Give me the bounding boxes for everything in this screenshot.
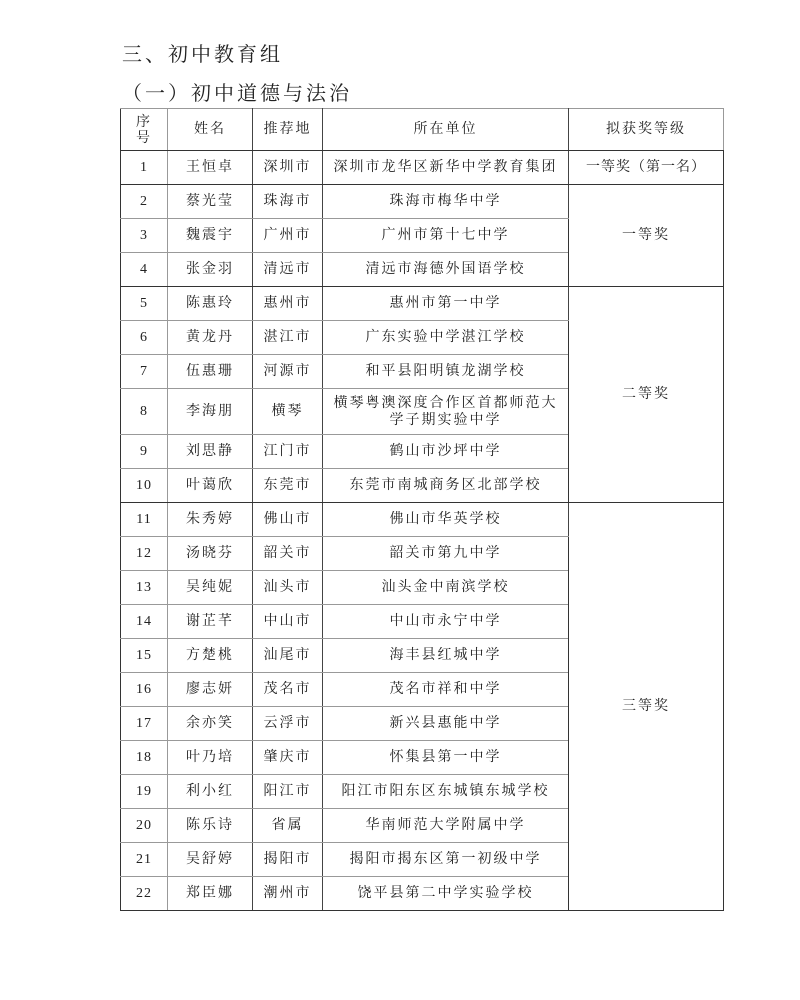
cell-region: 清远市 [253, 253, 323, 287]
cell-seq: 9 [121, 435, 168, 469]
cell-seq: 14 [121, 605, 168, 639]
cell-region: 湛江市 [253, 321, 323, 355]
cell-name: 伍惠珊 [168, 355, 253, 389]
cell-region: 广州市 [253, 219, 323, 253]
cell-award-group-second: 二等奖 [569, 287, 724, 503]
cell-seq: 12 [121, 537, 168, 571]
cell-unit: 海丰县红城中学 [323, 639, 569, 673]
cell-region: 中山市 [253, 605, 323, 639]
cell-unit: 和平县阳明镇龙湖学校 [323, 355, 569, 389]
cell-seq: 5 [121, 287, 168, 321]
cell-unit: 广州市第十七中学 [323, 219, 569, 253]
cell-seq: 7 [121, 355, 168, 389]
cell-name: 刘思静 [168, 435, 253, 469]
cell-seq: 2 [121, 185, 168, 219]
award-table [120, 108, 724, 911]
cell-unit: 佛山市华英学校 [323, 503, 569, 537]
cell-award-group-first: 一等奖 [569, 185, 724, 287]
cell-region: 云浮市 [253, 707, 323, 741]
cell-region: 珠海市 [253, 185, 323, 219]
cell-name: 陈乐诗 [168, 809, 253, 843]
cell-name: 方楚桃 [168, 639, 253, 673]
cell-unit: 怀集县第一中学 [323, 741, 569, 775]
cell-name: 吴纯妮 [168, 571, 253, 605]
cell-seq: 15 [121, 639, 168, 673]
cell-seq: 17 [121, 707, 168, 741]
cell-seq: 3 [121, 219, 168, 253]
cell-name: 黄龙丹 [168, 321, 253, 355]
cell-region: 江门市 [253, 435, 323, 469]
cell-name: 利小红 [168, 775, 253, 809]
cell-seq: 18 [121, 741, 168, 775]
cell-award-group-third: 三等奖 [569, 503, 724, 911]
cell-name: 廖志妍 [168, 673, 253, 707]
table-row [121, 151, 724, 185]
cell-unit: 汕头金中南滨学校 [323, 571, 569, 605]
cell-unit: 深圳市龙华区新华中学教育集团 [323, 151, 569, 185]
cell-seq: 11 [121, 503, 168, 537]
cell-unit: 韶关市第九中学 [323, 537, 569, 571]
table-header-row [121, 109, 724, 151]
cell-seq: 6 [121, 321, 168, 355]
cell-award: 一等奖（第一名） [569, 151, 724, 185]
cell-region: 肇庆市 [253, 741, 323, 775]
cell-seq: 20 [121, 809, 168, 843]
cell-unit: 揭阳市揭东区第一初级中学 [323, 843, 569, 877]
cell-seq: 8 [121, 389, 168, 435]
cell-unit: 广东实验中学湛江学校 [323, 321, 569, 355]
header-award: 拟获奖等级 [569, 109, 724, 151]
header-region: 推荐地 [253, 109, 323, 151]
cell-seq: 1 [121, 151, 168, 185]
cell-name: 蔡光莹 [168, 185, 253, 219]
cell-name: 王恒卓 [168, 151, 253, 185]
cell-name: 叶乃培 [168, 741, 253, 775]
cell-unit: 横琴粤澳深度合作区首都师范大学子期实验中学 [323, 389, 569, 435]
cell-unit: 东莞市南城商务区北部学校 [323, 469, 569, 503]
cell-region: 汕头市 [253, 571, 323, 605]
cell-region: 揭阳市 [253, 843, 323, 877]
cell-name: 吴舒婷 [168, 843, 253, 877]
cell-seq: 19 [121, 775, 168, 809]
cell-region: 茂名市 [253, 673, 323, 707]
header-name: 姓名 [168, 109, 253, 151]
cell-name: 魏震宇 [168, 219, 253, 253]
cell-region: 河源市 [253, 355, 323, 389]
cell-unit: 中山市永宁中学 [323, 605, 569, 639]
cell-seq: 13 [121, 571, 168, 605]
cell-unit: 清远市海德外国语学校 [323, 253, 569, 287]
cell-name: 陈惠玲 [168, 287, 253, 321]
cell-name: 谢芷芊 [168, 605, 253, 639]
cell-region: 省属 [253, 809, 323, 843]
cell-name: 余亦笑 [168, 707, 253, 741]
subsection-title: （一）初中道德与法治 [122, 81, 352, 105]
cell-seq: 21 [121, 843, 168, 877]
cell-region: 韶关市 [253, 537, 323, 571]
cell-region: 佛山市 [253, 503, 323, 537]
cell-unit: 珠海市梅华中学 [323, 185, 569, 219]
cell-region: 汕尾市 [253, 639, 323, 673]
cell-seq: 16 [121, 673, 168, 707]
cell-unit: 华南师范大学附属中学 [323, 809, 569, 843]
section-title: 三、初中教育组 [122, 42, 283, 66]
table-row [121, 287, 724, 321]
cell-region: 阳江市 [253, 775, 323, 809]
cell-name: 张金羽 [168, 253, 253, 287]
header-seq: 序号 [121, 109, 168, 151]
cell-region: 潮州市 [253, 877, 323, 911]
cell-region: 横琴 [253, 389, 323, 435]
cell-seq: 10 [121, 469, 168, 503]
cell-unit: 茂名市祥和中学 [323, 673, 569, 707]
cell-unit: 饶平县第二中学实验学校 [323, 877, 569, 911]
cell-unit: 新兴县惠能中学 [323, 707, 569, 741]
cell-region: 东莞市 [253, 469, 323, 503]
header-unit: 所在单位 [323, 109, 569, 151]
cell-name: 朱秀婷 [168, 503, 253, 537]
cell-seq: 4 [121, 253, 168, 287]
cell-seq: 22 [121, 877, 168, 911]
table-row [121, 185, 724, 219]
table-row [121, 503, 724, 537]
cell-unit: 阳江市阳东区东城镇东城学校 [323, 775, 569, 809]
cell-unit: 鹤山市沙坪中学 [323, 435, 569, 469]
cell-name: 叶蔼欣 [168, 469, 253, 503]
cell-unit: 惠州市第一中学 [323, 287, 569, 321]
cell-region: 深圳市 [253, 151, 323, 185]
cell-region: 惠州市 [253, 287, 323, 321]
cell-name: 郑臣娜 [168, 877, 253, 911]
cell-name: 李海朋 [168, 389, 253, 435]
cell-name: 汤晓芬 [168, 537, 253, 571]
